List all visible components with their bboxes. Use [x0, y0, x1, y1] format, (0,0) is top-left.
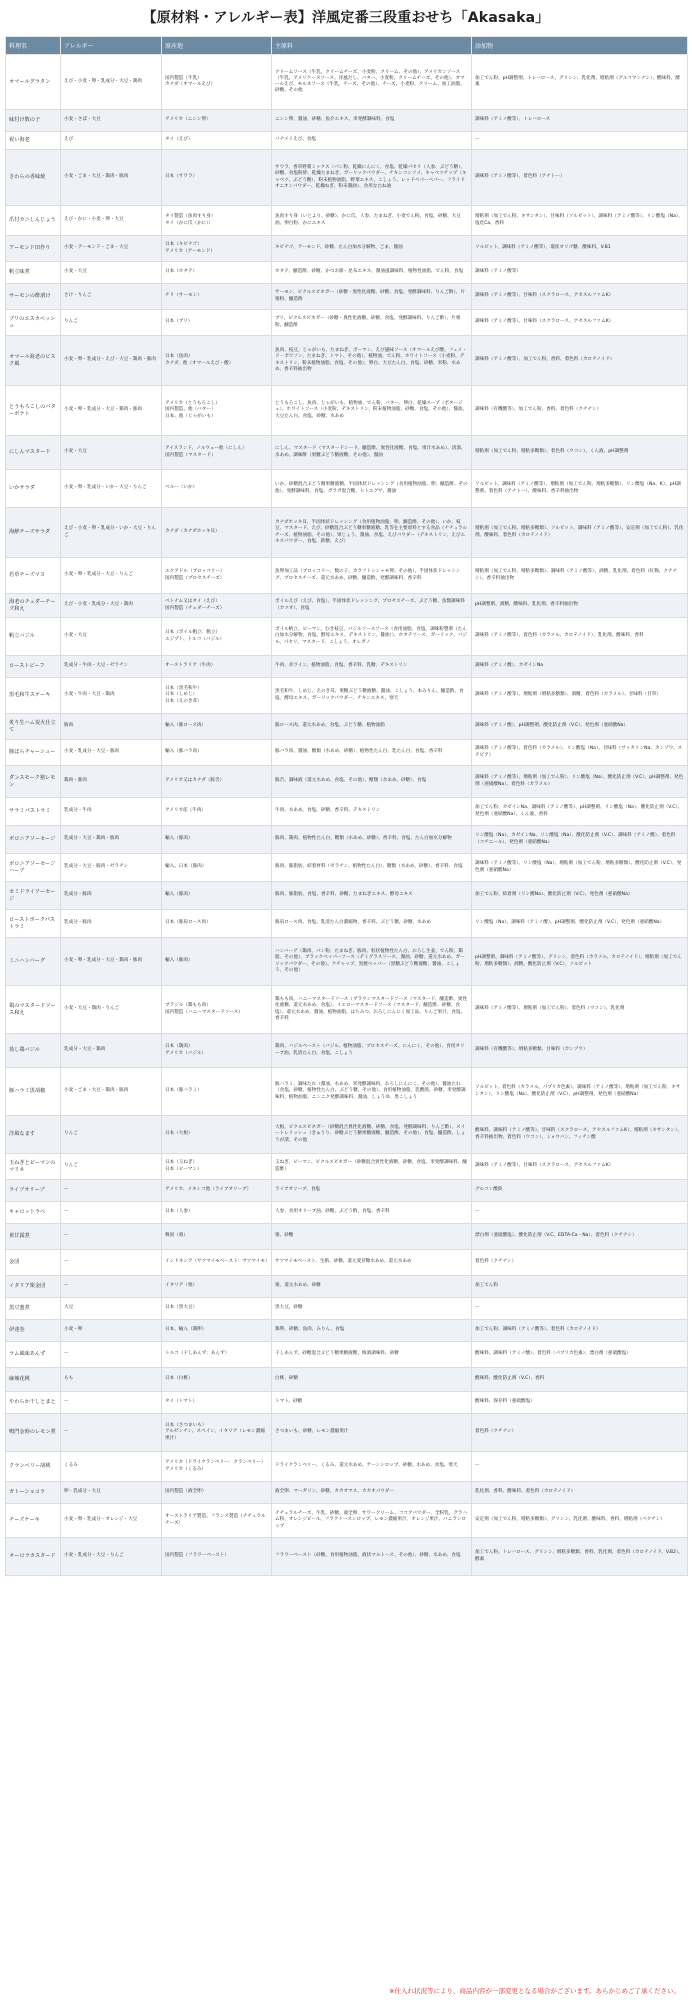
origin-cell: 日本（黒大豆） [162, 1298, 272, 1320]
origin-cell: 輸入（豚ロース肉） [162, 714, 272, 740]
allergy-cell: 小麦・大豆 [61, 262, 162, 284]
additives-cell: 酸味料、調味料（アミノ酸等）、甘味料（スクラロース、アセスルファムK）、増粘剤（キサンタン）、香辛料抽出物、着色料（ウコン）、ミョウバン、フィチン酸 [472, 1116, 688, 1154]
main-ingredients-cell: ライブオリーブ、食塩 [272, 1180, 472, 1202]
main-ingredients-cell: 人参、食用オリーブ油、砂糖、ぶどう酢、食塩、香辛料 [272, 1202, 472, 1224]
allergy-cell: 乳成分・豚肉 [61, 910, 162, 938]
origin-cell: 日本（豚肩ロース肉） [162, 910, 272, 938]
origin-cell: 日本（さつまいも） アルゼンチン、スペイン、イタリア（レモン濃縮果汁） [162, 1414, 272, 1452]
header-main-ingredients: 主原料 [272, 37, 472, 55]
allergy-cell: えび・小麦・乳成分・大豆・鶏肉 [61, 594, 162, 618]
dish-name: 爪付カニしんじょう [6, 206, 61, 236]
main-ingredients-cell: 魚肉すり身（いとより、砂糖）、かに爪、人参、たまねぎ、小麦でん粉、食塩、砂糖、大豆油、卵白粉、かにエキス [272, 206, 472, 236]
table-row [6, 1538, 688, 1576]
additives-cell: 調味料（アミノ酸等）、着色料（カラメル）、リン酸塩（Na）、甘味料（サッカリンNa、カンゾウ、ステビア） [472, 740, 688, 766]
table-row [6, 798, 688, 826]
allergy-cell: もも [61, 1368, 162, 1392]
additives-cell: ー [472, 1202, 688, 1224]
origin-cell: タイ（トマト） [162, 1392, 272, 1414]
allergy-cell: 小麦・卵・乳成分・大豆・鶏肉・豚肉 [61, 938, 162, 986]
origin-cell: 日本（白桃） [162, 1368, 272, 1392]
additives-cell: 増粘剤（加工でん粉、キサンタン）、甘味料（ソルビット）、調味料（アミノ酸等）、リン酸塩（Na）、塩化Ca、香料 [472, 206, 688, 236]
table-body [6, 55, 688, 1576]
main-ingredients-cell: さつまいも、砂糖、レモン濃縮果汁 [272, 1414, 472, 1452]
allergy-cell: りんご [61, 310, 162, 336]
allergy-cell: 小麦・卵・乳成分・えび・大豆・鶏肉・豚肉 [61, 336, 162, 386]
allergy-cell: えび・小麦・卵・乳成分・大豆・鶏肉 [61, 55, 162, 110]
additives-cell: 増粘剤（加工でん粉、増粘多糖類）、ソルビット、調味料（アミノ酸等）、安定剤（加工でん粉）、乳化剤、酸味料、着色料（カロテノイド） [472, 508, 688, 558]
dish-name: ローストポークパストラミ [6, 910, 61, 938]
origin-cell: インドネシア（サツマイモペースト：サツマイモ） [162, 1250, 272, 1276]
allergy-cell: 乳成分・牛肉・大豆・ゼラチン [61, 656, 162, 678]
main-ingredients-cell: 豚ロース肉、還元水あめ、食塩、ぶどう糖、植物油脂 [272, 714, 472, 740]
dish-name: 豚ばらチャーシュー [6, 740, 61, 766]
allergy-cell: 小麦・卵・乳成分・大豆・鶏肉・豚肉 [61, 386, 162, 436]
additives-cell: ソルビット、調味料（アミノ酸等）、増粘剤（加工でん粉、増粘多糖類）、リン酸塩（Na、K）、pH調整剤、着色料（アナトー）、酸味料、香辛料抽出物 [472, 470, 688, 508]
dish-name: オマール海老のビスク風 [6, 336, 61, 386]
additives-cell: 調味料（アミノ酸等）、リン酸塩（Na）、増粘剤（加工でん粉、増粘多糖類）、酸化防止剤（V.C）、発色剤（亜硝酸Na） [472, 854, 688, 882]
table-row [6, 132, 688, 150]
allergy-cell: りんご [61, 1116, 162, 1154]
origin-cell: 輸入（豚肉） [162, 882, 272, 910]
dish-name: いかサラダ [6, 470, 61, 508]
table-row [6, 508, 688, 558]
main-ingredients-cell: いか、砂糖混合ぶどう糖果糖液糖、半固体状ドレッシング（食用植物油脂、卵、醸造酢、その他）、発酵調味料、食塩、ガラガ混合糖、ヒトエグサ、醤油 [272, 470, 472, 508]
allergy-cell: 大豆 [61, 1298, 162, 1320]
table-row [6, 470, 688, 508]
additives-cell: 加工でん粉、結着剤（リン酸Na）、酸化防止剤（V.C）、発色剤（亜硝酸Na） [472, 882, 688, 910]
allergy-cell: えび [61, 132, 162, 150]
additives-cell: 着色料（クチナシ） [472, 1250, 688, 1276]
main-ingredients-cell: カナダホッキ貝、半固体状ドレッシング（食用植物油脂、卵、醸造酢、その他）、いか、枝豆、マスタード、えび、砂糖混合ぶどう糖果糖液糖、乳等を主要原料とする食品（ナチュラルチーズ、植物油脂、その他）、果じょう、醤油、食塩、えびパウダー（デキストリン、えびエキスパウダー、食塩、鉄糖、えび） [272, 508, 472, 558]
allergy-cell: 小麦・卵 [61, 1320, 162, 1342]
dish-name: 海老のチェダーチーズ和え [6, 594, 61, 618]
dish-name: ライブオリーブ [6, 1180, 61, 1202]
additives-cell: 酸味料、調味料（アミノ酸）、着色料（パプリカ色素）、漂白剤（亜硫酸塩） [472, 1342, 688, 1368]
origin-cell: 日本（黒毛和牛） 日本（しめじ） 日本（えのき茸） [162, 678, 272, 714]
additives-cell: 増粘剤（加工でん粉、増粘多糖類）、着色料（ウコン）、くん液、pH調整剤 [472, 436, 688, 470]
main-ingredients-cell: 栗、還元水あめ、砂糖 [272, 1276, 472, 1298]
table-row [6, 55, 688, 110]
allergy-cell: 小麦・乳成分・大豆・豚肉 [61, 740, 162, 766]
main-ingredients-cell: 豚肩ロース肉、食塩、乳清たん白濃縮物、香辛料、ぶどう糖、砂糖、水あめ [272, 910, 472, 938]
main-ingredients-cell: ボイルえび（えび、食塩）、半固体状ドレッシング、プロセスチーズ、ぶどう糖、魚類調味料（カツオ）、食塩 [272, 594, 472, 618]
origin-cell: 日本、輸入（鶏卵） [162, 1320, 272, 1342]
additives-cell: ー [472, 1452, 688, 1482]
allergy-cell: ー [61, 1250, 162, 1276]
origin-cell: 日本（ボイル帆立：帆立） エジプト、トルコ（バジル） [162, 618, 272, 656]
table-row [6, 1414, 688, 1452]
table-header-row [6, 37, 688, 55]
allergy-cell: 小麦・さば・大豆 [61, 110, 162, 132]
dish-name: 鳴門金時のレモン煮 [6, 1414, 61, 1452]
table-row [6, 206, 688, 236]
allergy-cell: 乳成分・牛肉 [61, 798, 162, 826]
allergy-cell: 乳成分・豚肉 [61, 882, 162, 910]
table-row [6, 336, 688, 386]
allergy-cell: 小麦・大豆 [61, 436, 162, 470]
dish-name: ボロニアソーセージハーブ [6, 854, 61, 882]
table-row [6, 1452, 688, 1482]
main-ingredients-cell: 牛肉、水あめ、食塩、砂糖、香辛料、デキストリン [272, 798, 472, 826]
additives-cell: 加工でん粉、カゼインNa、調味料（アミノ酸等）、pH調整剤、リン酸塩（Na）、酸化防止剤（V.C）、発色剤（亜硝酸Na）、くん液、香料 [472, 798, 688, 826]
table-row [6, 740, 688, 766]
additives-cell: pH調整剤、酒精、酸味料、乳化剤、香辛料抽出物 [472, 594, 688, 618]
origin-cell: 日本（豚ハラミ） [162, 1068, 272, 1116]
additives-cell: 調味料（アミノ酸等）、トレハロース [472, 110, 688, 132]
table-row [6, 594, 688, 618]
table-row [6, 826, 688, 854]
dish-name: 洋風なます [6, 1116, 61, 1154]
main-ingredients-cell: トマト、砂糖 [272, 1392, 472, 1414]
main-ingredients-cell: 豚肉、鶏肉、植物性たん白、糖類（水あめ、砂糖）、香辛料、食塩、たん白加水分解物 [272, 826, 472, 854]
allergy-cell: ー [61, 1342, 162, 1368]
main-ingredients-cell: ハンバーグ（鶏肉、パン粉、たまねぎ、豚肉、粒状植物性たん白、おろし生姜、でん粉、鶏脂、その他）、ブラックペッパーソース（デミグラスソース、醤油、砂糖、還元水あめ、ガーリックパウダー、その他）、ケチャップ、黒焼ペッパー（黒糖ぶどう糖液糖、醤油、こしょう、その他） [272, 938, 472, 986]
origin-cell: オーストラリア（牛肉） [162, 656, 272, 678]
header-additives: 添加物 [472, 37, 688, 55]
table-row [6, 1224, 688, 1250]
dish-name: サラミパストラミ [6, 798, 61, 826]
dish-name: 若草チーズマヨ [6, 558, 61, 594]
allergy-cell: 乳成分・大豆・豚肉・ゼラチン [61, 854, 162, 882]
origin-cell: チリ（サーモン） [162, 284, 272, 310]
table-row [6, 436, 688, 470]
allergy-cell: ー [61, 1180, 162, 1202]
dish-name: ガトーショコラ [6, 1482, 61, 1504]
header-dish-name: 料理名 [6, 37, 61, 55]
origin-cell: オーストラリア製造、フランス製造（ナチュラルチーズ） [162, 1504, 272, 1538]
dish-name: オマールグラタン [6, 55, 61, 110]
main-ingredients-cell: にしん、マスタード（マスタードシード、醸造酢、異性化液糖、食塩、果汁水あめ）、清酒、水あめ、調味酢（果糖ぶどう糖液糖、その他）、醤油 [272, 436, 472, 470]
dish-name: アーモンド田作り [6, 236, 61, 262]
allergy-cell: 小麦・大豆・鶏肉・りんご [61, 986, 162, 1034]
dish-name: やわらか干しとまと [6, 1392, 61, 1414]
main-ingredients-cell: 牛肉、赤ワイン、植物油脂、食塩、香辛料、乳糖、デキストリン [272, 656, 472, 678]
allergy-cell: ー [61, 1392, 162, 1414]
origin-cell: 輸入（豚肉） [162, 826, 272, 854]
dish-name: セミドライソーセージ [6, 882, 61, 910]
allergy-cell: くるみ [61, 1452, 162, 1482]
table-row [6, 1250, 688, 1276]
table-row [6, 558, 688, 594]
origin-cell: 日本（キビナゴ） アメリカ（アーモンド） [162, 236, 272, 262]
main-ingredients-cell: 玉ねぎ、ピーマン、ピクルスビネガー（砂糖混合異性化液糖、砂糖、食塩、米発酵調味料、醸造酢） [272, 1154, 472, 1180]
main-ingredients-cell: バナメイえび、食塩 [272, 132, 472, 150]
dish-name: とうもろこしのバターポテト [6, 386, 61, 436]
main-ingredients-cell: 鶏もも肉、ハニーマスタードソース（ブラウンマスタードソース（マスタード、醸造酢、異性化液糖、還元水あめ、食塩）、イエローマスタードソース（マスタード、醸造酢、砂糖、食塩）、還元水あめ、醤油、植物油脂、はちみつ、おろしにんにく加工品、りんご果汁、食塩、香辛料 [272, 986, 472, 1034]
additives-cell: 加工でん粉、調味料（アミノ酸等）、着色料（カロテノイド） [472, 1320, 688, 1342]
dish-name: 黒毛和牛ステーキ [6, 678, 61, 714]
origin-cell: アイスランド、ノルウェー他（にしん） 国内製造（マスタード） [162, 436, 272, 470]
table-row [6, 938, 688, 986]
dish-name: 祝い海老 [6, 132, 61, 150]
table-row [6, 618, 688, 656]
origin-cell: タイ（えび） [162, 132, 272, 150]
additives-cell: 調味料（有機酸等）、加工でん粉、香料、着色料（クチナシ） [472, 386, 688, 436]
origin-cell: ペルー（いか） [162, 470, 272, 508]
allergy-cell: 小麦・ごま・大豆・鶏肉・豚肉 [61, 150, 162, 206]
table-row [6, 714, 688, 740]
allergy-cell: 小麦・卵・乳成分・大豆・りんご [61, 558, 162, 594]
dish-name: サーモンの酢漬け [6, 284, 61, 310]
main-ingredients-cell: 栗、砂糖 [272, 1224, 472, 1250]
origin-cell: 韓国（栗） [162, 1224, 272, 1250]
origin-cell: 日本（サワラ） [162, 150, 272, 206]
additives-cell: 調味料（アミノ酸等）、甘味料（スクラロース、アセスルファムK） [472, 310, 688, 336]
dish-name: イタリア栗金団 [6, 1276, 61, 1298]
allergy-cell: ー [61, 1202, 162, 1224]
main-ingredients-cell: サーモン、ピクルスビネガー（砂糖・異性化液糖、砂糖、食塩、発酵調味料、りんご酢）、片栗粉、醸造酢 [272, 284, 472, 310]
main-ingredients-cell: 魚肉、枝豆、じゃがいも、たまねぎ、ボーマン、えび風味ソース（オマールえび酸、フュメ・ド・ポワソン、たまねぎ、トマト、その他）、植物油、でん粉、ホワイトソース（小麦粉、デキストリン、粉末植物油脂、食塩、その他）、卵白、大豆たん白、食塩、砂糖、米粉、水あめ、香辛料抽出物 [272, 336, 472, 386]
dish-name: 伊達巻 [6, 1320, 61, 1342]
allergy-cell: ー [61, 1224, 162, 1250]
main-ingredients-cell: 鶏肉、バジルペースト（バジル、植物油脂、プロセスチーズ、にんにく、その他）、食用オリーブ油、乳清たん白、食塩、こしょう [272, 1034, 472, 1068]
table-row [6, 986, 688, 1034]
additives-cell: 増粘剤（加工でん粉、増粘多糖類）、調味料（アミノ酸等）、酒精、乳化剤、着色料（紅麹、クチナシ）、香辛料抽出物 [472, 558, 688, 594]
additives-cell: ー [472, 1298, 688, 1320]
origin-cell: 日本（魚肉） カナダ、他（オマールえび・酸） [162, 336, 272, 386]
main-ingredients-cell: 豚ハラミ、調味たれ（醤油、水あめ、米発酵調味料、おろしにんにく、その他）、醤油たれ（食塩、砂糖、植物性たん白、ぶどう糖、その他）、食用植物油脂、乳酸菌、砂糖、米発酵調味料、植物油脂、ニンニク発酵調味料、醤油、しょうゆ、黒こしょう [272, 1068, 472, 1116]
table-row [6, 1202, 688, 1224]
dish-name: 味付け数の子 [6, 110, 61, 132]
additives-cell: 調味料（アミノ酸等）、加工でん粉、香料、着色料（カロテノイド） [472, 336, 688, 386]
table-row [6, 386, 688, 436]
dish-name: キャロットラペ [6, 1202, 61, 1224]
main-ingredients-cell: 豚バラ肉、醤油、糖類（水あめ、砂糖）、植物性たん白、乳たん白、食塩、香辛料 [272, 740, 472, 766]
table-row [6, 310, 688, 336]
dish-name: チーズケーキ [6, 1504, 61, 1538]
additives-cell: ソルビット、着色料（カラメル、パプリカ色素）、調味料（アミノ酸等）、増粘剤（加工でん粉、キサンタン）、リン酸塩（Na）、酸化防止剤（V.C）、pH調整剤、発色剤（亜硝酸Na） [472, 1068, 688, 1116]
additives-cell: 着色料（クチナシ） [472, 1414, 688, 1452]
allergy-cell: 豚肉 [61, 714, 162, 740]
allergy-cell: 小麦・乳成分・大豆・りんご [61, 1538, 162, 1576]
additives-cell: リン酸塩（Na）、カゼインNa、リン酸塩（Na）、酸化防止剤（V.C）、調味料（アミノ酸）、着色料（コチニール）、発色剤（亜硝酸Na） [472, 826, 688, 854]
table-row [6, 910, 688, 938]
dish-name: ブリのエスカベッシュ [6, 310, 61, 336]
footnote: ※仕入れ状況等により、商品内容が一部変更となる場合がございます。あらかじめご了承ください。 [389, 1987, 680, 1995]
origin-cell: 日本（大根） [162, 1116, 272, 1154]
dish-name: 黒豆蜜煮 [6, 1298, 61, 1320]
main-ingredients-cell: サツマイモペースト、生餡、砂糖、還元麦芽糖水あめ、還元水あめ [272, 1250, 472, 1276]
additives-cell: 調味料（アミノ酸等）、着色料（カラメル、カロテノイド）、乳化剤、酸味料、香料 [472, 618, 688, 656]
table-row [6, 284, 688, 310]
origin-cell: タイ製造（魚肉すり身） タイ（かに爪（かに）） [162, 206, 272, 236]
additives-cell: 調味料（アミノ酸等）、増粘剤（増粘多糖類）、酒精、着色料（カラメル）、甘味料（甘草） [472, 678, 688, 714]
origin-cell: 日本（鶏肉） アメリカ（バジル） [162, 1034, 272, 1068]
table-row [6, 110, 688, 132]
table-row [6, 678, 688, 714]
additives-cell: ー [472, 132, 688, 150]
additives-cell: ソルビット、調味料（アミノ酸等）、環状オリゴ糖、酸味料、V.B1 [472, 236, 688, 262]
dish-name: 豚ハラミ黒胡椒 [6, 1068, 61, 1116]
page-title: 【原材料・アレルギー表】洋風定番三段重おせち「Akasaka」 [142, 10, 550, 26]
allergy-cell: 小麦・大豆 [61, 618, 162, 656]
origin-cell: アメリカ又はカナダ（豚舌） [162, 766, 272, 798]
dish-name: 玉ねぎとピーマンのマリネ [6, 1154, 61, 1180]
additives-cell: 安定剤（加工でん粉、増粘多糖類）、グリシン、乳化剤、酸味料、香料、増粘剤（ペクチン） [472, 1504, 688, 1538]
origin-cell: 日本（人参） [162, 1202, 272, 1224]
origin-cell: アメリカ産（牛肉） [162, 798, 272, 826]
additives-cell: 酸味料、酸化防止剤（V.C）、香料 [472, 1368, 688, 1392]
additives-cell: 漂白剤（亜硫酸塩）、酸化防止剤（V.C、EDTA-Ca・Na）、着色料（クチナシ） [472, 1224, 688, 1250]
dish-name: 黄甘露煮 [6, 1224, 61, 1250]
additives-cell: 調味料（アミノ酸）、カゼインNa [472, 656, 688, 678]
table-row [6, 1482, 688, 1504]
origin-cell: イタリア（栗） [162, 1276, 272, 1298]
additives-cell: pH調整剤、調味料（アミノ酸等）、グリシン、着色料（カラメル、カロテノイド）、増粘剤（加工でん粉、増粘多糖類）、酒精、酸化防止剤（V.C）、ソルビット [472, 938, 688, 986]
main-ingredients-cell: サワラ、香草野菜ミックス（パン粉、乾燥にんにく、食塩、乾燥パセリ（人参、ぶどう糖）、砂糖、食塩粉砕、乾燥たまねぎ、ガーリックパウダー、チキンコンソメ、キャベツチップ（キャベツ、ぶどう糖）、粉末植物油脂、野菜エキス、こしょう、レッドペパーペパー、フライドオニオンパウダー、乾燥ねぎ、粉末醤油）、食用なたね油 [272, 150, 472, 206]
origin-cell: カナダ（カナダホッキ貝） [162, 508, 272, 558]
allergy-cell: りんご [61, 1154, 162, 1180]
allergy-cell: 小麦・牛肉・大豆・鶏肉 [61, 678, 162, 714]
main-ingredients-cell: クリームソース（牛乳、クリームチーズ、小麦粉、クリーム、その他）、アメリカンソース（牛乳、アメリケーヌソース、洋風だし、バター、小麦粉、クリームチーズ、その他）、オマールえび、モルネソース（牛乳、チーズ、その他）、チーズ、小麦粉、クリーム、加工油脂、砂糖、その他 [272, 55, 472, 110]
table-row [6, 1320, 688, 1342]
main-ingredients-cell: 鶏卵、砂糖、魚肉、みりん、食塩 [272, 1320, 472, 1342]
main-ingredients-cell: ドライクランベリー、くるみ、還元水あめ、ゲーンシロップ、砂糖、水あめ、食塩、寒天 [272, 1452, 472, 1482]
dish-name: 海鮮チーズサラダ [6, 508, 61, 558]
table-row [6, 1276, 688, 1298]
main-ingredients-cell: とうもろこし、魚肉、じゃがいも、植物油、でん粉、バター、卵白、乾燥スープ（ポタージュ）、ホワイトソース（小麦粉、デキストリン、粉末植物油脂、砂糖、食塩、その他）、醤油、大豆たん白、食塩、砂糖、水あめ [272, 386, 472, 436]
origin-cell: ベトナム又はタイ（えび） 国内製造（チェダーチーズ） [162, 594, 272, 618]
dish-name: 帆立味煮 [6, 262, 61, 284]
table-row [6, 1116, 688, 1154]
allergy-cell: 小麦・卵・乳成分・いか・大豆・りんご [61, 470, 162, 508]
table-row [6, 766, 688, 798]
dish-name: 鶏のマスタードソース和え [6, 986, 61, 1034]
dish-name: オーロラカスタード [6, 1538, 61, 1576]
additives-cell: 加工でん粉、pH調整剤、トレハロース、グリシン、乳化剤、増粘剤（グルコマンナン）、酸味料、酵素 [472, 55, 688, 110]
additives-cell: 酸味料、保存料（亜硫酸塩） [472, 1392, 688, 1414]
origin-cell: アメリカ、メキシコ他（ライブオリーブ） [162, 1180, 272, 1202]
main-ingredients-cell: ボイル帆立、ピーマン、むき枝豆、バジルソースソース（食用油脂、食塩、調味粉製剤（たん白加水分解物、食塩、酵母エキス、デキストリン、醤油））、ホタテソース、ガーリック、バジル、パセリ、マスタード、こしょう、オレガノ [272, 618, 472, 656]
dish-name: ミニハンバーグ [6, 938, 61, 986]
additives-cell: 調味料（有機酸等）、増粘多糖類、甘味料（カンゾウ） [472, 1034, 688, 1068]
table-row [6, 262, 688, 284]
origin-cell: 日本（玉ねぎ） 日本（ピーマン） [162, 1154, 272, 1180]
allergy-table [5, 36, 688, 1576]
origin-cell: トルコ（干しあんず：あんず） [162, 1342, 272, 1368]
origin-cell: アメリカ（ドライクランベリー：クランベリー） アメリカ（くるみ） [162, 1452, 272, 1482]
dish-name: 蒸し鶏バジル [6, 1034, 61, 1068]
additives-cell: 加工でん粉 [472, 1276, 688, 1298]
table-row [6, 1342, 688, 1368]
table-row [6, 1368, 688, 1392]
origin-cell: ブラジル（鶏もも肉） 国内製造（ハニーマスタードソース） [162, 986, 272, 1034]
additives-cell: 乳化剤、香料、酸味料、着色料（カロテノイド） [472, 1482, 688, 1504]
dish-name: クランベリー胡桃 [6, 1452, 61, 1482]
allergy-cell: 小麦・アーモンド・ごま・大豆 [61, 236, 162, 262]
origin-cell: 国内製造（フラワーペースト） [162, 1538, 272, 1576]
table-row [6, 1154, 688, 1180]
main-ingredients-cell: ナチュラルチーズ、牛乳、砂糖、液全卵、サワークリーム、ココアパウダー、全粉乳、グラハム粉、オレンジピール、フラクトースシロップ、レモン濃縮果汁、オレンジ果汁、バニラシロップ [272, 1504, 472, 1538]
additives-cell: リン酸塩（Na）、調味料（アミノ酸）、pH調整剤、酸化防止剤（V.C）、発色剤（亜硝酸Na） [472, 910, 688, 938]
allergy-cell: 小麦・卵・乳成分・オレンジ・大豆 [61, 1504, 162, 1538]
origin-cell: エクアドル（ブロッコリー） 国内製造（プロセスチーズ） [162, 558, 272, 594]
allergy-cell: えび・小麦・卵・乳成分・いか・大豆・りんご [61, 508, 162, 558]
additives-cell: 加工でん粉、トレハロース、グリシン、増粘多糖類、香料、乳化剤、着色料（カロテノイド、V.B2）、酵素 [472, 1538, 688, 1576]
table-row [6, 1068, 688, 1116]
additives-cell: 調味料（アミノ酸等） [472, 262, 688, 284]
table-row [6, 656, 688, 678]
dish-name: ローストビーフ [6, 656, 61, 678]
table-row [6, 882, 688, 910]
dish-name: 炙り生ハム炭火仕立て [6, 714, 61, 740]
allergy-cell: 乳成分・大豆・鶏肉・豚肉 [61, 826, 162, 854]
allergy-cell: 鶏肉・豚肉 [61, 766, 162, 798]
additives-cell: 調味料（アミノ酸等）、増粘剤（加工でん粉）、リン酸塩（Na）、酸化防止剤（V.C）、pH調整剤、発色剤（亜硝酸Na）、着色料（カラメル） [472, 766, 688, 798]
origin-cell: 国内製造（牛乳） カナダ（オマールえび） [162, 55, 272, 110]
origin-cell: 輸入（豚バラ肉） [162, 740, 272, 766]
origin-cell: 輸入、日本（豚肉） [162, 854, 272, 882]
dish-name: 金団 [6, 1250, 61, 1276]
main-ingredients-cell: 豚肉、豚脂肪、食塩、香辛料、砂糖、たまねぎエキス、酵母エキス [272, 882, 472, 910]
additives-cell: 調味料（アミノ酸等）、着色料（アナトー） [472, 150, 688, 206]
table-row [6, 1504, 688, 1538]
dish-name: ボロニアソーセージ [6, 826, 61, 854]
main-ingredients-cell: フラワーペースト（砂糖、食用植物油脂、液状マルトース、その他）、砂糖、水あめ、食塩 [272, 1538, 472, 1576]
origin-cell: 日本（ブリ） [162, 310, 272, 336]
origin-cell: 国内製造（液全卵） [162, 1482, 272, 1504]
main-ingredients-cell: ホタテ、醸造酢、砂糖、かつお節・昆布エキス、醤油風調味料、植物性油脂、でん粉、食塩 [272, 262, 472, 284]
table-row [6, 1392, 688, 1414]
main-ingredients-cell: キビナゴ、アーモンド、砂糖、たん白加水分解物、ごま、醤油 [272, 236, 472, 262]
table-row [6, 854, 688, 882]
origin-cell: アメリカ（とうもろこし） 国内製造、他（バター） 日本、他（じゃがいも） [162, 386, 272, 436]
dish-name: さわらの香味焼 [6, 150, 61, 206]
main-ingredients-cell: ブリ、ピクルスビネガー（砂糖・異性化液糖、砂糖、食塩、発酵調味料、りんご酢）、片栗粉、醸造酢 [272, 310, 472, 336]
header-origin: 原産地 [162, 37, 272, 55]
main-ingredients-cell: 豚肉、豚脂肪、結着材料（ゼラチン、植物性たん白）、糖類（水あめ、砂糖）、香辛料、食塩 [272, 854, 472, 882]
main-ingredients-cell: 魚卵加工品（ブロッコリー、数の子、カラフトシシャモ卵、その他）、半固体状ドレッシング、プロセスチーズ、還元水あめ、砂糖、醸造酢、発酵調味料、香辛料 [272, 558, 472, 594]
allergy-cell: ー [61, 1414, 162, 1452]
additives-cell: 調味料（アミノ酸）、pH調整剤、酸化防止剤（V.C）、発色剤（亜硝酸Na） [472, 714, 688, 740]
allergy-cell: ー [61, 1276, 162, 1298]
main-ingredients-cell: 黒大豆、砂糖 [272, 1298, 472, 1320]
table-row [6, 150, 688, 206]
allergy-cell: 卵・乳成分・大豆 [61, 1482, 162, 1504]
allergy-cell: 乳成分・大豆・鶏肉 [61, 1034, 162, 1068]
main-ingredients-cell: 大根、ピクルスビネガー（砂糖混合異性化液糖、砂糖、食塩、発酵調味料、りんご酢）、スイートレリッシュ（きゅうり、砂糖ぶどう糖果糖液糖、醸造酢、その他）、食塩、醸造酢、しょうが漬、その他 [272, 1116, 472, 1154]
additives-cell: 調味料（アミノ酸等）、増粘剤（加工でん粉）、着色料（ウコン）、乳化剤 [472, 986, 688, 1034]
main-ingredients-cell: 液全卵、マーガリン、砂糖、カカオマス、カカオパウダー [272, 1482, 472, 1504]
origin-cell: アメリカ（ニシン卵） [162, 110, 272, 132]
main-ingredients-cell: ニシン卵、醤油、砂糖、魚介エキス、米発酵調味料、食塩 [272, 110, 472, 132]
allergy-cell: さけ・りんご [61, 284, 162, 310]
allergy-cell: えび・かに・小麦・卵・大豆 [61, 206, 162, 236]
allergy-cell: 小麦・ごま・大豆・鶏肉・豚肉 [61, 1068, 162, 1116]
main-ingredients-cell: 干しあんず、砂糖混合ぶどう糖果糖液糖、梅酒調味料、砂糖 [272, 1342, 472, 1368]
origin-cell: 日本（ホタテ） [162, 262, 272, 284]
additives-cell: 調味料（アミノ酸等）、甘味料（スクラロース、アセスルファムK） [472, 284, 688, 310]
main-ingredients-cell: 豚舌、調味液（還元水あめ、食塩、その他）、糖類（水あめ、砂糖）、食塩 [272, 766, 472, 798]
dish-name: ラム風味あんず [6, 1342, 61, 1368]
origin-cell: 輸入（豚肉） [162, 938, 272, 986]
additives-cell: グルコン酸鉄 [472, 1180, 688, 1202]
header-allergy: アレルギー [61, 37, 162, 55]
table-row [6, 236, 688, 262]
table-row [6, 1298, 688, 1320]
dish-name: 麻辣花桃 [6, 1368, 61, 1392]
table-row [6, 1180, 688, 1202]
dish-name: ダンスモーク猪レモン [6, 766, 61, 798]
dish-name: にしんマスタード [6, 436, 61, 470]
main-ingredients-cell: 黒毛和牛、しめじ、えのき茸、果糖ぶどう糖液糖、醤油、こしょう、本みりん、醸造酢、食塩、酵母エキス、ガーリックパウダー、チキンエキス、寒天 [272, 678, 472, 714]
table-row [6, 1034, 688, 1068]
additives-cell: 調味料（アミノ酸等）、甘味料（スクラロース、アセスルファムK） [472, 1154, 688, 1180]
dish-name: 帆立バジル [6, 618, 61, 656]
main-ingredients-cell: 白桃、砂糖 [272, 1368, 472, 1392]
